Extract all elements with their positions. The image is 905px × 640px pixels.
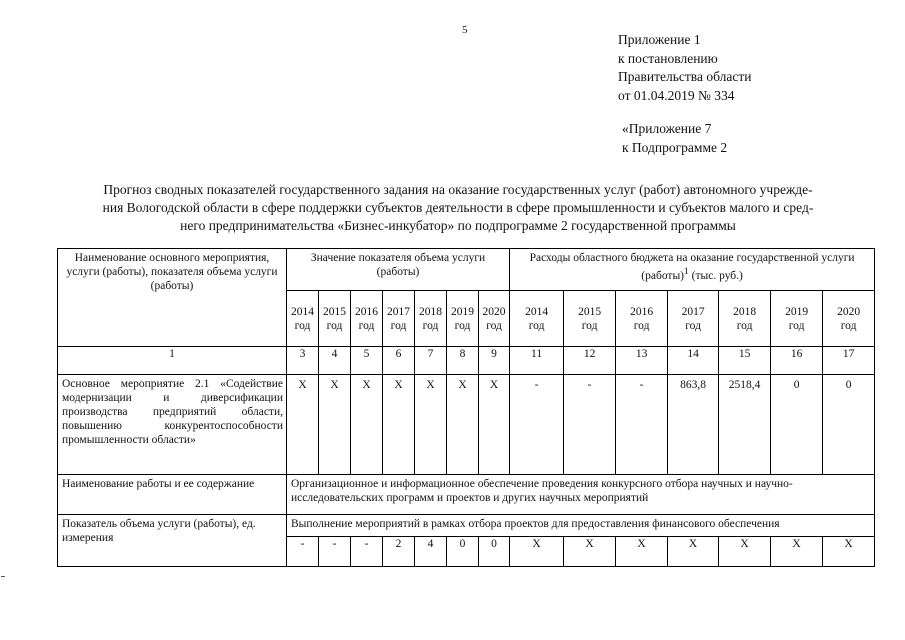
year-value: 2014 bbox=[525, 305, 549, 318]
indicator-label: Показатель объема услуги (работы), ед. измерения bbox=[58, 515, 287, 567]
column-number: 7 bbox=[415, 347, 447, 375]
year-value: 2015 bbox=[323, 305, 346, 318]
year-word: год bbox=[581, 319, 598, 332]
page-number: 5 bbox=[462, 24, 468, 36]
event-value: X bbox=[383, 375, 415, 475]
indicator-value: X bbox=[510, 537, 564, 567]
forecast-table bbox=[57, 248, 875, 567]
year-value: 2016 bbox=[630, 305, 654, 318]
indicator-value: 2 bbox=[383, 537, 415, 567]
column-number: 6 bbox=[383, 347, 415, 375]
column-number: 12 bbox=[564, 347, 616, 375]
year-header bbox=[415, 291, 447, 347]
event-value: X bbox=[415, 375, 447, 475]
year-header bbox=[564, 291, 616, 347]
title-line: ния Вологодской области в сфере поддержки субъектов деятельности в сфере промышленности и субъектов малого и сред- bbox=[102, 200, 814, 215]
footnote-mark: 1 bbox=[684, 266, 689, 277]
indicator-content: Выполнение мероприятий в рамках отбора проектов для предоставления финансового обеспечения bbox=[287, 515, 875, 537]
year-header bbox=[823, 291, 875, 347]
appendix-line: к постановлению bbox=[618, 50, 718, 66]
year-value: 2018 bbox=[419, 305, 442, 318]
indicator-value: X bbox=[719, 537, 771, 567]
event-budget: 0 bbox=[823, 375, 875, 475]
appendix-line: Приложение 1 bbox=[618, 32, 701, 47]
appendix-line: от 01.04.2019 № 334 bbox=[618, 87, 735, 103]
indicator-value: - bbox=[287, 537, 319, 567]
year-header bbox=[616, 291, 668, 347]
year-value: 2019 bbox=[451, 305, 474, 318]
event-budget: 863,8 bbox=[668, 375, 719, 475]
year-value: 2014 bbox=[291, 305, 314, 318]
year-header bbox=[319, 291, 351, 347]
column-number: 13 bbox=[616, 347, 668, 375]
work-row bbox=[58, 475, 875, 515]
appendix-quote-line: к Подпрограмме 2 bbox=[622, 139, 728, 155]
column-number: 5 bbox=[351, 347, 383, 375]
year-word: год bbox=[486, 319, 502, 332]
year-value: 2017 bbox=[681, 305, 705, 318]
work-content: Организационное и информационное обеспечение проведения конкурсного отбора научных и научно-исследовательских программ и проектов и других научных мероприятий bbox=[287, 475, 875, 515]
event-name: Основное мероприятие 2.1 «Содействие модернизации и диверсификации производства предприятий области, повышению конкурентоспособности промышленности области» bbox=[58, 375, 287, 475]
year-word: год bbox=[528, 319, 545, 332]
year-value: 2019 bbox=[785, 305, 809, 318]
year-word: год bbox=[454, 319, 471, 332]
header-budget-unit: (тыс. руб.) bbox=[688, 269, 743, 282]
indicator-value: X bbox=[771, 537, 823, 567]
header-budget-text: Расходы областного бюджета на оказание государственной услуги (работы) bbox=[529, 252, 855, 282]
year-header bbox=[668, 291, 719, 347]
appendix-quote bbox=[622, 120, 727, 157]
year-word: год bbox=[358, 319, 375, 332]
year-header bbox=[447, 291, 479, 347]
title-line: Прогноз сводных показателей государственного задания на оказание государственных услуг (работ) автономного учрежде- bbox=[103, 182, 813, 197]
column-number: 16 bbox=[771, 347, 823, 375]
event-value: X bbox=[351, 375, 383, 475]
event-value: X bbox=[287, 375, 319, 475]
column-number: 15 bbox=[719, 347, 771, 375]
year-value: 2016 bbox=[355, 305, 378, 318]
column-number: 17 bbox=[823, 347, 875, 375]
event-value: X bbox=[447, 375, 479, 475]
appendix-header bbox=[618, 31, 751, 105]
year-header bbox=[771, 291, 823, 347]
indicator-row bbox=[58, 515, 875, 537]
indicator-value: X bbox=[564, 537, 616, 567]
event-budget: 0 bbox=[771, 375, 823, 475]
year-word: год bbox=[736, 319, 753, 332]
year-value: 2017 bbox=[387, 305, 410, 318]
year-word: год bbox=[326, 319, 343, 332]
column-number-row bbox=[58, 347, 875, 375]
event-budget: - bbox=[510, 375, 564, 475]
scan-mark bbox=[1, 576, 5, 577]
header-volume-values: Значение показателя объема услуги (работы) bbox=[287, 249, 510, 291]
year-word: год bbox=[633, 319, 650, 332]
indicator-value: X bbox=[616, 537, 668, 567]
year-word: год bbox=[840, 319, 857, 332]
work-label: Наименование работы и ее содержание bbox=[58, 475, 287, 515]
event-value: X bbox=[319, 375, 351, 475]
event-budget: 2518,4 bbox=[719, 375, 771, 475]
year-header bbox=[351, 291, 383, 347]
event-budget: - bbox=[616, 375, 668, 475]
indicator-value: X bbox=[823, 537, 875, 567]
year-header bbox=[383, 291, 415, 347]
column-number: 8 bbox=[447, 347, 479, 375]
column-number: 9 bbox=[479, 347, 510, 375]
year-value: 2020 bbox=[837, 305, 861, 318]
column-number: 3 bbox=[287, 347, 319, 375]
indicator-value: X bbox=[668, 537, 719, 567]
column-number: 11 bbox=[510, 347, 564, 375]
event-budget: - bbox=[564, 375, 616, 475]
indicator-value: 0 bbox=[479, 537, 510, 567]
year-header bbox=[510, 291, 564, 347]
year-value: 2015 bbox=[578, 305, 602, 318]
document-title bbox=[58, 181, 858, 235]
title-line: него предпринимательства «Бизнес-инкубатор» по подпрограмме 2 государственной программы bbox=[180, 218, 736, 233]
appendix-quote-line: «Приложение 7 bbox=[622, 121, 712, 136]
event-value: X bbox=[479, 375, 510, 475]
year-value: 2018 bbox=[733, 305, 757, 318]
column-number: 14 bbox=[668, 347, 719, 375]
year-value: 2020 bbox=[482, 305, 506, 318]
year-header bbox=[479, 291, 510, 347]
indicator-value: - bbox=[351, 537, 383, 567]
event-row bbox=[58, 375, 875, 475]
column-number: 1 bbox=[58, 347, 287, 375]
year-word: год bbox=[788, 319, 805, 332]
appendix-line: Правительства области bbox=[618, 69, 752, 84]
indicator-value: 0 bbox=[447, 537, 479, 567]
year-word: год bbox=[685, 319, 701, 332]
year-word: год bbox=[294, 319, 311, 332]
column-number: 4 bbox=[319, 347, 351, 375]
header-budget-expenses bbox=[510, 249, 875, 291]
indicator-value: 4 bbox=[415, 537, 447, 567]
year-word: год bbox=[422, 319, 439, 332]
year-header bbox=[719, 291, 771, 347]
header-event-name: Наименование основного мероприятия, услуги (работы), показателя объема услуги (работы) bbox=[58, 249, 287, 347]
year-word: год bbox=[390, 319, 407, 332]
year-header bbox=[287, 291, 319, 347]
indicator-value: - bbox=[319, 537, 351, 567]
